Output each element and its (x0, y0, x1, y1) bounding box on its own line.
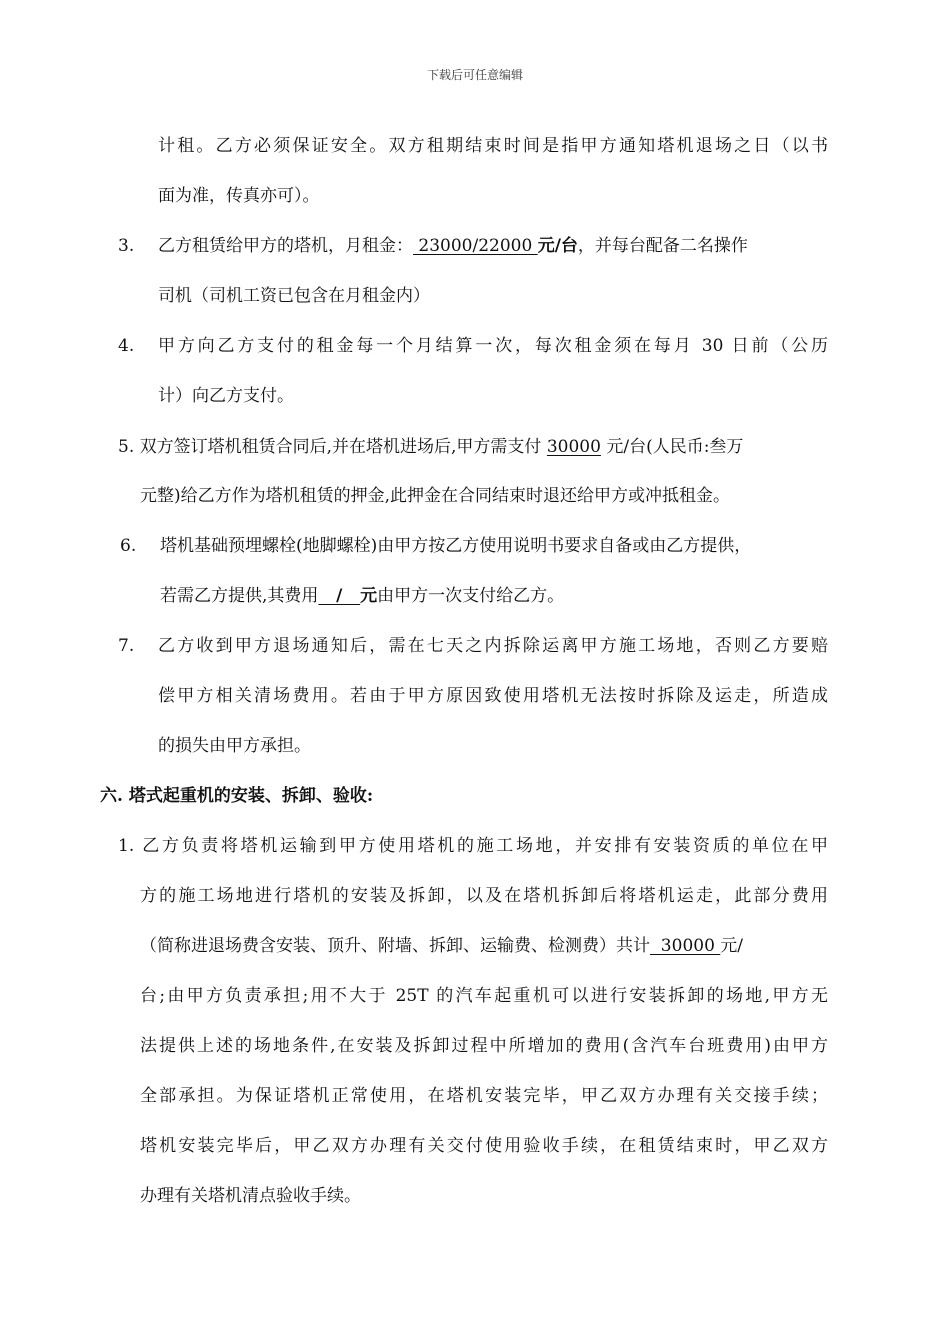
entry-exit-fee-unit: 元/ (720, 936, 744, 956)
clause-7-number: 7. (118, 636, 135, 656)
section-6-clause-1-line-6: 全部承担。为保证塔机正常使用，在塔机安装完毕，甲乙双方办理有关交接手续； (140, 1086, 828, 1106)
page-header: 下载后可任意编辑 (426, 68, 523, 82)
section-6-clause-1-line-7: 塔机安装完毕后，甲乙双方办理有关交付使用验收手续，在租赁结束时，甲乙双方 (140, 1136, 828, 1156)
clause-2-line-1: 计租。乙方必须保证安全。双方租期结束时间是指甲方通知塔机退场之日（以书 (158, 136, 828, 156)
entry-exit-fee-text: （简称进退场费含安装、顶升、附墙、拆卸、运输费、检测费）共计 (140, 936, 650, 956)
clause-7-line-3: 的损失由甲方承担。 (158, 736, 311, 756)
clause-3-number: 3. (118, 236, 135, 256)
deposit-value: 30000 (546, 437, 601, 457)
clause-4-line-2: 计）向乙方支付。 (158, 386, 294, 406)
clause-5-line-2: 元整)给乙方作为塔机租赁的押金,此押金在合同结束时退还给甲方或冲抵租金。 (140, 486, 731, 506)
clause-6-number: 6. (120, 536, 137, 556)
clause-3-line-2: 司机（司机工资已包含在月租金内） (158, 286, 430, 306)
clause-5-line-1 (118, 435, 743, 459)
section-6-clause-1-line-2: 方的施工场地进行塔机的安装及拆卸，以及在塔机拆卸后将塔机运走，此部分费用 (140, 886, 828, 906)
clause-7-line-1: 乙方收到甲方退场通知后，需在七天之内拆除运离甲方施工场地，否则乙方要赔 (158, 636, 828, 656)
section-6-clause-1-line-1: 1. 乙方负责将塔机运输到甲方使用塔机的施工场地，并安排有安装资质的单位在甲 (118, 836, 828, 856)
entry-exit-fee-value: 30000 (650, 936, 721, 956)
clause-4-line-1: 甲方向乙方支付的租金每一个月结算一次，每次租金须在每月 30 日前（公历 (158, 336, 828, 356)
bolt-fee-unit: 元 (360, 586, 378, 606)
bolt-fee-value: / (318, 586, 361, 606)
section-6-clause-1-line-3 (140, 934, 828, 958)
clause-6-line-1: 塔机基础预埋螺栓(地脚螺栓)由甲方按乙方使用说明书要求自备或由乙方提供， (160, 536, 752, 556)
section-6-clause-1-line-5: 法提供上述的场地条件,在安装及拆卸过程中所增加的费用(含汽车台班费用)由甲方 (140, 1036, 828, 1056)
clause-2-line-2: 面为准，传真亦可）。 (158, 186, 320, 206)
clause-5-text: 5. 双方签订塔机租赁合同后,并在塔机进场后,甲方需支付 (118, 437, 547, 457)
clause-3-line-1 (158, 234, 828, 258)
section-6-clause-1-line-8: 办理有关塔机清点验收手续。 (140, 1186, 361, 1206)
clause-6-text: 若需乙方提供,其费用 (160, 586, 319, 606)
clause-3-text-tail: ，并每台配备二名操作 (577, 236, 748, 256)
section-6-clause-1-line-4: 台;由甲方负责承担;用不大于 25T 的汽车起重机可以进行安装拆卸的场地,甲方无 (140, 986, 828, 1006)
clause-3-text: 乙方租赁给甲方的塔机，月租金： (158, 236, 413, 256)
section-6-heading: 六. 塔式起重机的安装、拆卸、验收: (100, 786, 374, 806)
monthly-rent-value: 23000/22000 (413, 236, 538, 256)
clause-6-line-2 (160, 584, 564, 608)
clause-4-number: 4. (118, 336, 135, 356)
clause-5-text-tail: 元/台(人民币:叁万 (600, 437, 744, 457)
rent-unit: 元/台 (537, 236, 578, 256)
clause-6-text-tail: 由甲方一次支付给乙方。 (377, 586, 565, 606)
clause-7-line-2: 偿甲方相关清场费用。若由于甲方原因致使用塔机无法按时拆除及运走，所造成 (158, 686, 828, 706)
